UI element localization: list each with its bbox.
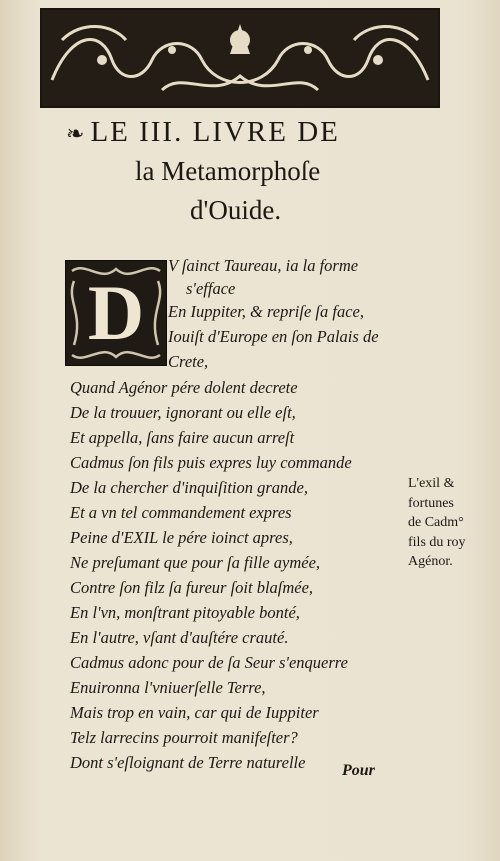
margin-note xyxy=(408,474,498,572)
book-title-line-1: ❧ LE III. LIVRE DE xyxy=(66,116,340,148)
verse-line: Et a vn tel commandement expres xyxy=(70,503,292,522)
verse-line: Crete, xyxy=(168,352,209,371)
verse-line: De la chercher d'inquiſition grande, xyxy=(70,478,309,497)
verse-line: s'efface xyxy=(186,279,236,298)
margin-note-line: fils du roy xyxy=(408,534,466,550)
fleuron-ornament: ❧ xyxy=(66,121,87,146)
verse-line: En l'autre, vſant d'auſtére crauté. xyxy=(70,628,289,647)
verse-line: En l'vn, monſtrant pitoyable bonté, xyxy=(70,603,300,622)
verse-line: Cadmus adonc pour de ſa Seur s'enquerre xyxy=(70,653,348,672)
verse-line: Quand Agénor pére dolent decrete xyxy=(70,378,298,397)
verse-line: Enuironna l'vniuerſelle Terre, xyxy=(70,678,266,697)
ornamental-headband xyxy=(40,8,440,108)
book-title-line-2: la Metamorphoſe xyxy=(135,156,321,186)
catchword: Pour xyxy=(342,762,375,779)
margin-note-line: L'exil & xyxy=(408,476,455,491)
verse-line: V ſainct Taureau, ia la forme xyxy=(168,256,359,275)
verse-line: En Iuppiter, & repriſe ſa face, xyxy=(168,302,364,321)
verse-line: Et appella, ſans faire aucun arreſt xyxy=(70,428,295,447)
margin-note-line: fortunes xyxy=(408,495,454,511)
verse-line: Telz larrecins pourroit manifeſter? xyxy=(70,728,298,747)
verse-line: Ne preſumant que pour ſa fille aymée, xyxy=(70,553,321,572)
margin-note-line: de Cadm° xyxy=(408,515,464,530)
verse-line: Peine d'EXIL le pére ioinct apres, xyxy=(70,528,293,547)
verse-line: Mais trop en vain, car qui de Iuppiter xyxy=(70,703,319,722)
decorated-initial xyxy=(65,260,167,366)
verse-line: Dont s'eſloignant de Terre naturelle xyxy=(70,753,306,772)
verse-line: Iouiſt d'Europe en ſon Palais de xyxy=(168,327,379,346)
verse-line: Cadmus ſon fils puis expres luy commande xyxy=(70,453,352,472)
book-title-line-3: d'Ouide. xyxy=(190,195,282,225)
verse-line: Contre ſon filz ſa fureur ſoit blaſmée, xyxy=(70,578,314,597)
verse-line: De la trouuer, ignorant ou elle eſt, xyxy=(70,403,296,422)
initial-letter: D xyxy=(87,269,145,356)
margin-note-line: Agénor. xyxy=(408,554,453,569)
